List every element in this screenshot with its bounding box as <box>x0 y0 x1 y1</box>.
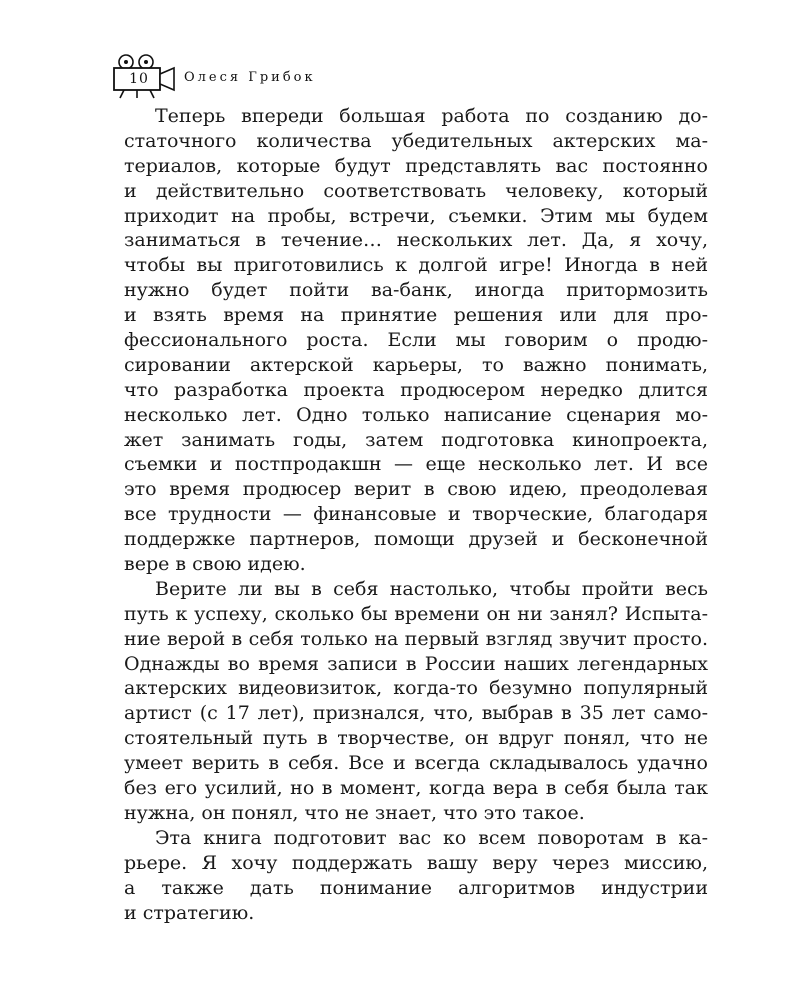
text-line: териалов, которые будут представлять вас постоянно <box>124 154 708 177</box>
text-line: несколько лет. Одно только написание сценария мо- <box>124 403 708 426</box>
text-line: сировании актерской карьеры, то важно понимать, <box>124 353 708 376</box>
text-line: а также дать понимание алгоритмов индустрии <box>124 876 708 899</box>
paragraph <box>124 577 708 826</box>
text-line: и взять время на принятие решения или для про- <box>124 304 708 327</box>
running-head-author: Олеся Грибок <box>184 70 316 85</box>
text-line: фессионального роста. Если мы говорим о продю- <box>124 329 708 352</box>
text-line: и действительно соответствовать человеку, который <box>124 179 708 202</box>
text-line: стоятельный путь в творчестве, он вдруг понял, что не <box>124 727 708 750</box>
text-line: нужна, он понял, что не знает, что это такое. <box>124 801 585 824</box>
text-line: нужно будет пойти ва-банк, иногда притормозить <box>124 279 708 302</box>
text-line: чтобы вы приготовились к долгой игре! Иногда в ней <box>124 254 708 277</box>
text-line: путь к успеху, сколько бы времени он ни занял? Испыта- <box>124 602 708 625</box>
text-line: поддержке партнеров, помощи друзей и бесконечной <box>124 528 708 551</box>
text-line: ние верой в себя только на первый взгляд звучит просто. <box>124 627 708 650</box>
text-line: Однажды во время записи в России наших легендарных <box>124 652 708 675</box>
text-line: артист (с 17 лет), признался, что, выбрав в 35 лет само- <box>124 702 708 725</box>
text-line: и стратегию. <box>124 901 255 924</box>
text-line: статочного количества убедительных актерских ма- <box>124 129 708 152</box>
text-line: съемки и постпродакшн — еще несколько лет. И все <box>124 453 708 476</box>
text-line: Верите ли вы в себя настолько, чтобы пройти весь <box>155 577 708 600</box>
page-header <box>110 54 510 100</box>
body-text <box>124 104 708 925</box>
paragraph <box>124 826 708 926</box>
text-line: это время продюсер верит в свою идею, преодолевая <box>124 478 708 501</box>
text-line: рьере. Я хочу поддержать вашу веру через миссию, <box>124 851 708 874</box>
text-line: без его усилий, но в момент, когда вера в себя была так <box>124 777 708 800</box>
text-line: Эта книга подготовит вас ко всем поворотам в ка- <box>155 826 708 849</box>
text-line: умеет верить в себя. Все и всегда складывалось удачно <box>124 752 708 775</box>
text-line: жет занимать годы, затем подготовка кинопроекта, <box>124 428 708 451</box>
text-line: вере в свою идею. <box>124 553 306 576</box>
text-line: что разработка проекта продюсером нередко длится <box>124 378 708 401</box>
text-line: актерских видеовизиток, когда-то безумно популярный <box>124 677 708 700</box>
text-line: Теперь впереди большая работа по созданию до- <box>155 105 708 127</box>
paragraph <box>124 104 708 577</box>
text-line: заниматься в течение… нескольких лет. Да, я хочу, <box>124 229 708 252</box>
text-line: приходит на пробы, встречи, съемки. Этим мы будем <box>124 204 708 227</box>
text-line: все трудности — финансовые и творческие, благодаря <box>124 503 708 526</box>
page-number: 10 <box>129 71 149 87</box>
